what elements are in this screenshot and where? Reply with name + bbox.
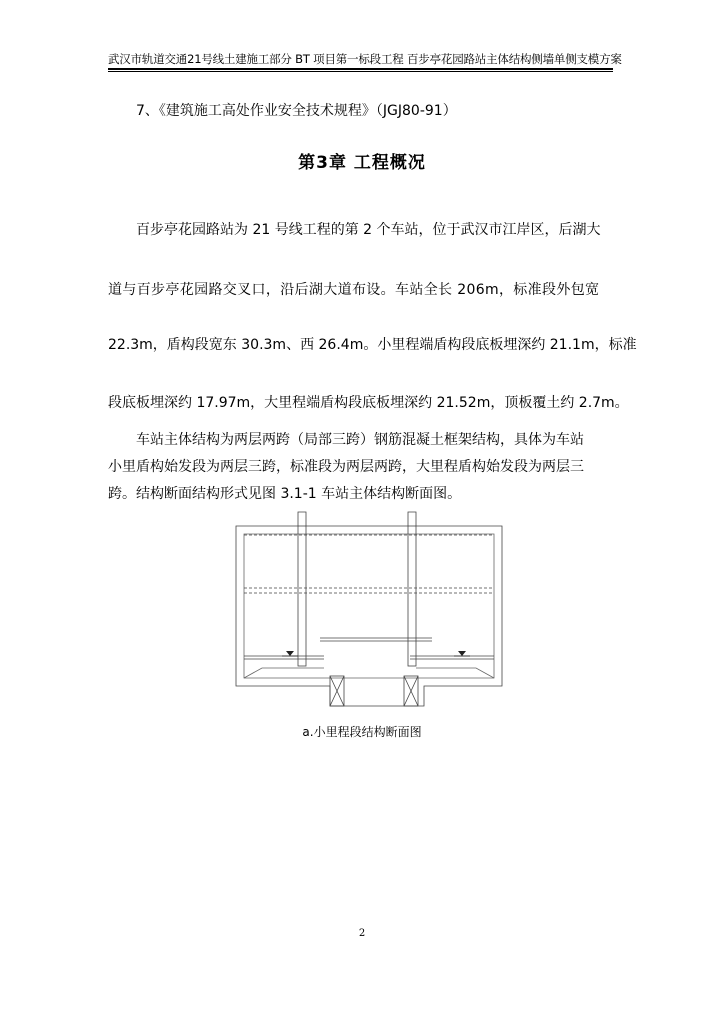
paragraph-1-line-3: 22.3m，盾构段宽东 30.3m、西 26.4m。小里程端盾构段底板埋深约 21.1m，标准 xyxy=(108,337,637,353)
column-left xyxy=(298,526,306,666)
paragraph-2-line-1: 车站主体结构为两层两跨（局部三跨）钢筋混凝土框架结构，具体为车站 xyxy=(136,432,584,448)
chapter-title: 第3章 工程概况 xyxy=(298,153,426,173)
reference-item: 7、《建筑施工高处作业安全技术规程》（JGJ80-91） xyxy=(136,103,457,119)
header-rule-thick xyxy=(108,68,613,70)
inner-wall-outline xyxy=(244,534,494,678)
level-marker-left xyxy=(286,651,294,656)
page-header: 武汉市轨道交通21号线土建施工部分 BT 项目第一标段工程 百步亭花园路站主体结构侧墙单侧支模方案 xyxy=(108,52,622,66)
bottom-haunch-right xyxy=(416,668,494,678)
paragraph-1-line-2: 道与百步亭花园路交叉口，沿后湖大道布设。车站全长 206m，标准段外包宽 xyxy=(108,282,600,298)
station-cross-section-figure xyxy=(232,508,516,710)
paragraph-1-line-4: 段底板埋深约 17.97m，大里程端盾构段底板埋深约 21.52m，顶板覆土约 2.7m。 xyxy=(108,395,629,411)
page-number: 2 xyxy=(358,928,366,939)
figure-caption: a.小里程段结构断面图 xyxy=(302,725,422,739)
paragraph-2-line-2: 小里盾构始发段为两层三跨，标准段为两层两跨，大里程盾构始发段为两层三 xyxy=(108,459,584,475)
outer-wall-outline xyxy=(236,512,502,706)
header-rule-thin xyxy=(108,71,613,72)
paragraph-2-line-3: 跨。结构断面结构形式见图 3.1-1 车站主体结构断面图。 xyxy=(108,486,462,502)
level-marker-right xyxy=(458,651,466,656)
paragraph-1-line-1: 百步亭花园路站为 21 号线工程的第 2 个车站，位于武汉市江岸区，后湖大 xyxy=(136,222,601,238)
bottom-haunch-left xyxy=(244,668,324,678)
column-right xyxy=(408,526,416,666)
